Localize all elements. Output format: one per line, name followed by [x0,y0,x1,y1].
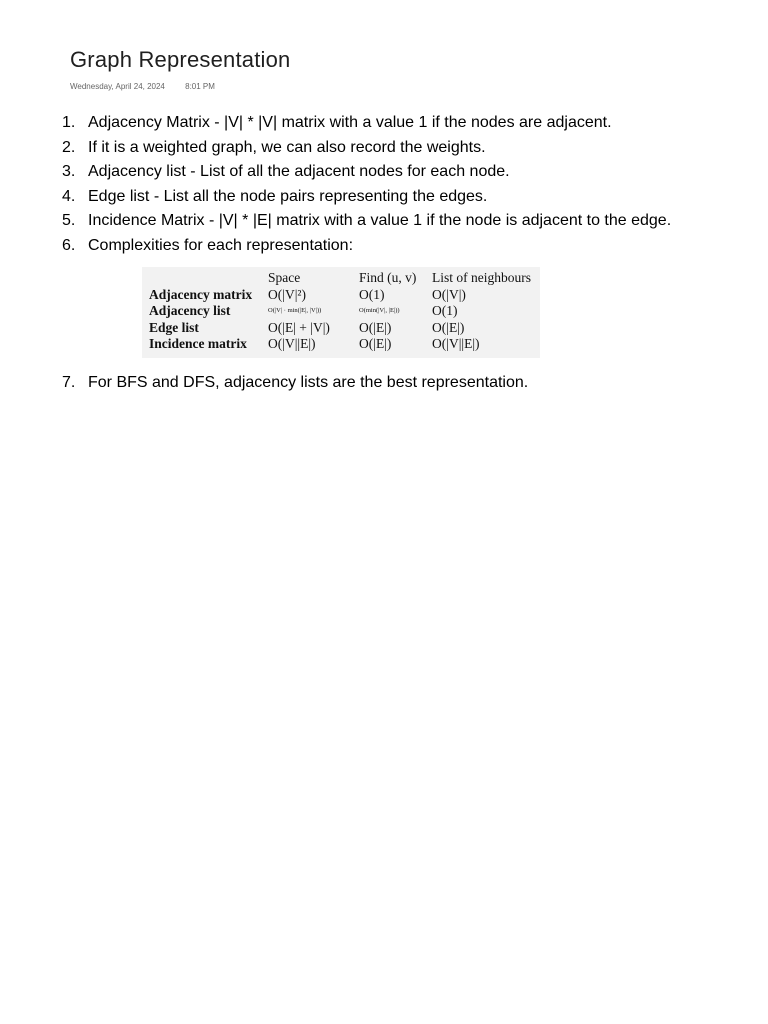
table-header-neighbours: List of neighbours [432,270,531,285]
list-item [62,111,671,136]
table-cell-find: O(min(|V|, |E|)) [359,307,400,314]
table-row [149,320,538,337]
table-cell-space: O(|E| + |V|) [268,319,330,335]
list-item-number: 3. [62,163,76,180]
list-item [62,136,671,161]
table-row [149,287,538,304]
table-cell-neighbours: O(1) [432,303,458,318]
table-row-label: Adjacency matrix [149,286,253,302]
table-cell-neighbours: O(|E|) [432,319,465,335]
page-time: 8:01 PM [185,82,215,91]
table-row-label: Incidence matrix [149,336,247,351]
complexity-table [149,270,538,353]
list-item [62,160,671,185]
table-header-space: Space [268,270,301,285]
list-item-text: Edge list - List all the node pairs representing the edges. [88,187,488,205]
table-row-label: Edge list [149,319,199,335]
table-cell-space: O(|V||E|) [268,336,316,351]
list-item [62,209,671,234]
table-cell-space: O(|V| · min(|E|, |V|)) [268,307,322,314]
list-item [62,185,671,210]
list-item-number: 4. [62,187,76,205]
list-item-number: 6. [62,236,76,254]
table-cell-neighbours: O(|V||E|) [432,336,480,351]
list-item-number: 7. [62,374,76,391]
table-cell-neighbours: O(|V|) [432,286,466,302]
list-item-number: 1. [62,114,76,131]
page-metadata [70,82,215,91]
table-row-label: Adjacency list [149,303,231,318]
table-header-row [149,270,538,287]
list-item-number: 2. [62,138,76,156]
list-item [62,371,528,396]
table-row [149,303,538,320]
list-item-text: For BFS and DFS, adjacency lists are the best representation. [88,374,529,391]
table-cell-find: O(|E|) [359,319,392,335]
list-item-number: 5. [62,212,76,229]
list-item-text: Adjacency Matrix - |V| * |V| matrix with a value 1 if the nodes are adjacent. [88,114,612,131]
table-header-find: Find (u, v) [359,270,417,285]
table-cell-find: O(|E|) [359,336,392,351]
table-header-corner [149,270,268,287]
notes-list [62,111,671,258]
list-item-text: Incidence Matrix - |V| * |E| matrix with a value 1 if the node is adjacent to the edge. [88,212,672,229]
list-item-text: Complexities for each representation: [88,236,354,254]
list-item-text: Adjacency list - List of all the adjacent nodes for each node. [88,163,510,180]
table-row [149,336,538,353]
page-date: Wednesday, April 24, 2024 [70,82,165,91]
page-title: Graph Representation [70,47,291,72]
table-cell-space: O(|V|²) [268,286,306,302]
list-item [62,234,671,259]
complexity-table-image [142,267,540,358]
table-cell-find: O(1) [359,286,385,302]
list-item-text: If it is a weighted graph, we can also record the weights. [88,138,486,156]
